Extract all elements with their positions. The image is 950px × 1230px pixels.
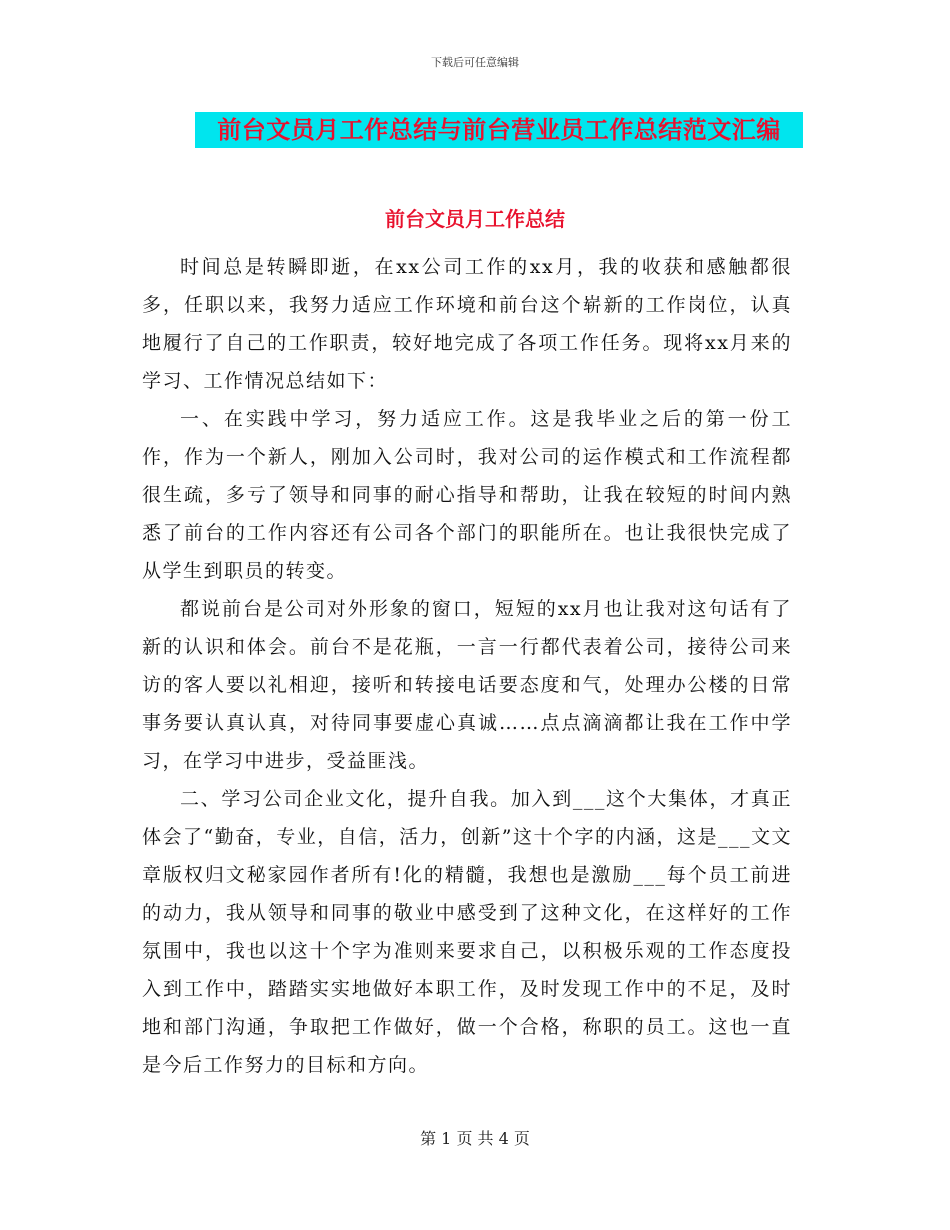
paragraph-2: 一、在实践中学习，努力适应工作。这是我毕业之后的第一份工作，作为一个新人，刚加入公司时，我对公司的运作模式和工作流程都很生疏，多亏了领导和同事的耐心指导和帮助，让我在较短的时间内熟悉了前台的工作内容还有公司各个部门的职能所在。也让我很快完成了从学生到职员的转变。 [142, 408, 792, 582]
header-note: 下载后可任意编辑 [431, 56, 519, 69]
body-content [142, 248, 792, 1084]
main-title-highlight [195, 112, 803, 148]
page-footer: 第 1 页 共 4 页 [420, 1129, 530, 1148]
paragraph-3: 都说前台是公司对外形象的窗口，短短的xx月也让我对这句话有了新的认识和体会。前台不是花瓶，一言一行都代表着公司，接待公司来访的客人要以礼相迎，接听和转接电话要态度和气，处理办公楼的日常事务要认真认真，对待同事要虚心真诚……点点滴滴都让我在工作中学习，在学习中进步，受益匪浅。 [142, 598, 792, 772]
paragraph-4: 二、学习公司企业文化，提升自我。加入到___这个大集体，才真正体会了“勤奋，专业，自信，活力，创新”这十个字的内涵，这是___文文章版权归文秘家园作者所有!化的精髓，我想也是激励___每个员工前进的动力，我从领导和同事的敬业中感受到了这种文化，在这样好的工作氛围中，我也以这十个字为准则来要求自己，以积极乐观的工作态度投入到工作中，踏踏实实地做好本职工作，及时发现工作中的不足，及时地和部门沟通，争取把工作做好，做一个合格，称职的员工。这也一直是今后工作努力的目标和方向。 [142, 788, 792, 1076]
paragraph-1: 时间总是转瞬即逝，在xx公司工作的xx月，我的收获和感触都很多，任职以来，我努力适应工作环境和前台这个崭新的工作岗位，认真地履行了自己的工作职责，较好地完成了各项工作任务。现将xx月来的学习、工作情况总结如下： [142, 256, 792, 392]
section-title: 前台文员月工作总结 [385, 207, 565, 231]
main-title: 前台文员月工作总结与前台营业员工作总结范文汇编 [217, 116, 781, 144]
